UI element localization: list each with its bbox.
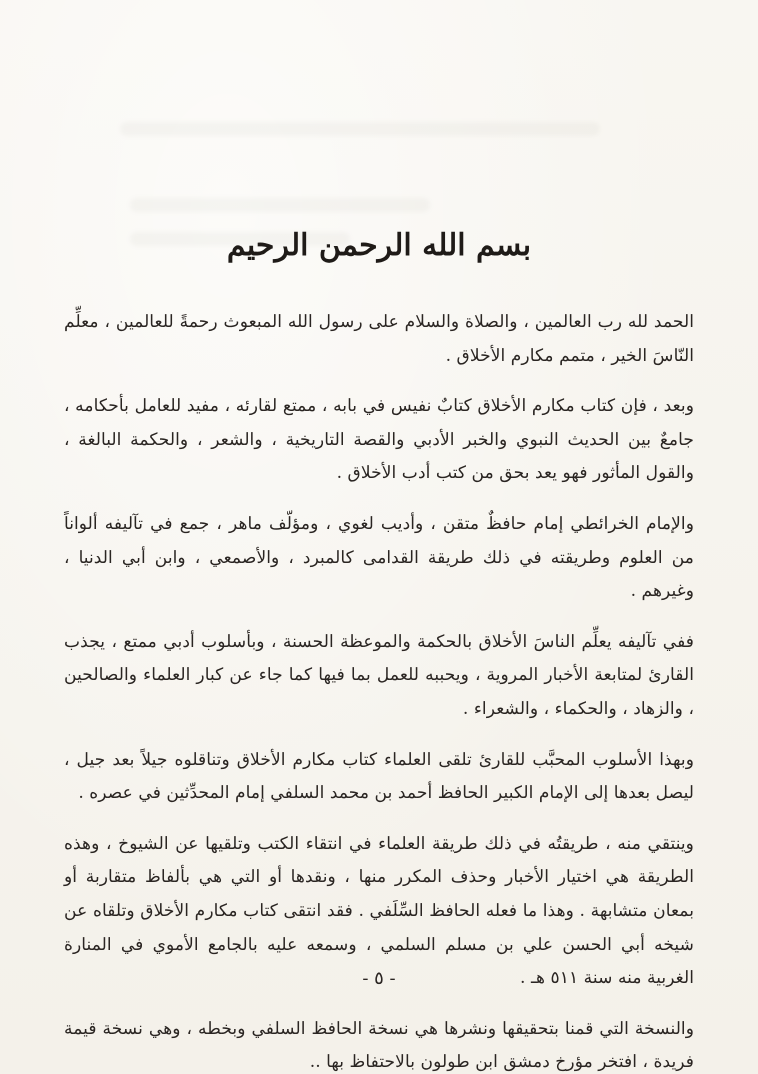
paragraph-5: وبهذا الأسلوب المحبَّب للقارئ تلقى العلماء كتاب مكارم الأخلاق وتناقلوه جيلاً بعد جيل ، ليصل بعدها إلى الإمام الكبير الحافظ أحمد بن محمد السلفي إمام المحدِّثين في عصره . (64, 749, 694, 804)
body-text (64, 306, 694, 1074)
paragraph-3: والإمام الخرائطي إمام حافظٌ متقن ، وأديب لغوي ، ومؤلّف ماهر ، جمع في تآليفه ألواناً من العلوم وطريقته في ذلك طريقة القدامى كالمبرد ، والأصمعي ، وابن أبي الدنيا ، وغيرهم . (64, 513, 694, 602)
paragraph-1: الحمد لله رب العالمين ، والصلاة والسلام على رسول الله المبعوث رحمةً للعالمين ، معلِّم النّاسَ الخير ، متمم مكارم الأخلاق . (64, 312, 694, 366)
bleed-through-shadow (120, 122, 600, 136)
paragraph-2: وبعد ، فإن كتاب مكارم الأخلاق كتابٌ نفيس في بابه ، ممتع لقارئه ، مفيد للعامل بأحكامه ، جامعٌ بين الحديث النبوي والخبر الأدبي والقصة التاريخية ، والشعر ، والحكمة البالغة ، والقول المأثور فهو يعد بحق من كتب أدب الأخلاق . (64, 396, 694, 484)
bleed-through-shadow (130, 198, 430, 212)
page-number: - ٥ - (362, 968, 396, 989)
paragraph-7: والنسخة التي قمنا بتحقيقها ونشرها هي نسخة الحافظ السلفي وبخطه ، وهي نسخة قيمة فريدة ، افتخر مؤرخ دمشق ابن طولون بالاحتفاظ بها .. (64, 1018, 694, 1073)
paragraph-4: ففي تآليفه يعلِّم الناسَ الأخلاق بالحكمة والموعظة الحسنة ، وبأسلوب أدبي ممتع ، يجذب القارئ لمتابعة الأخبار المروية ، ويحببه للعمل بما فيها كما جاء عن كبار العلماء والصالحين ، والزهاد ، والحكماء ، والشعراء . (64, 631, 694, 719)
paragraph-6: وينتقي منه ، طريقتُه في ذلك طريقة العلماء في انتقاء الكتب وتلقيها عن الشيوخ ، وهذه الطريقة هي اختيار الأخبار وحذف المكرر منها ، ونقدها أو التي هي بألفاظ متقاربة أو بمعان متشابهة . وهذا ما فعله الحافظ السِّلَفي . فقد انتقى كتاب مكارم الأخلاق وتلقاه عن شيخه أبي الحسن علي بن مسلم السلمي ، وسمعه عليه بالجامع الأموي في المنارة الغربية منه سنة ٥١١ هـ . (64, 833, 694, 989)
basmala-heading: بسم الله الرحمن الرحيم (226, 228, 532, 263)
